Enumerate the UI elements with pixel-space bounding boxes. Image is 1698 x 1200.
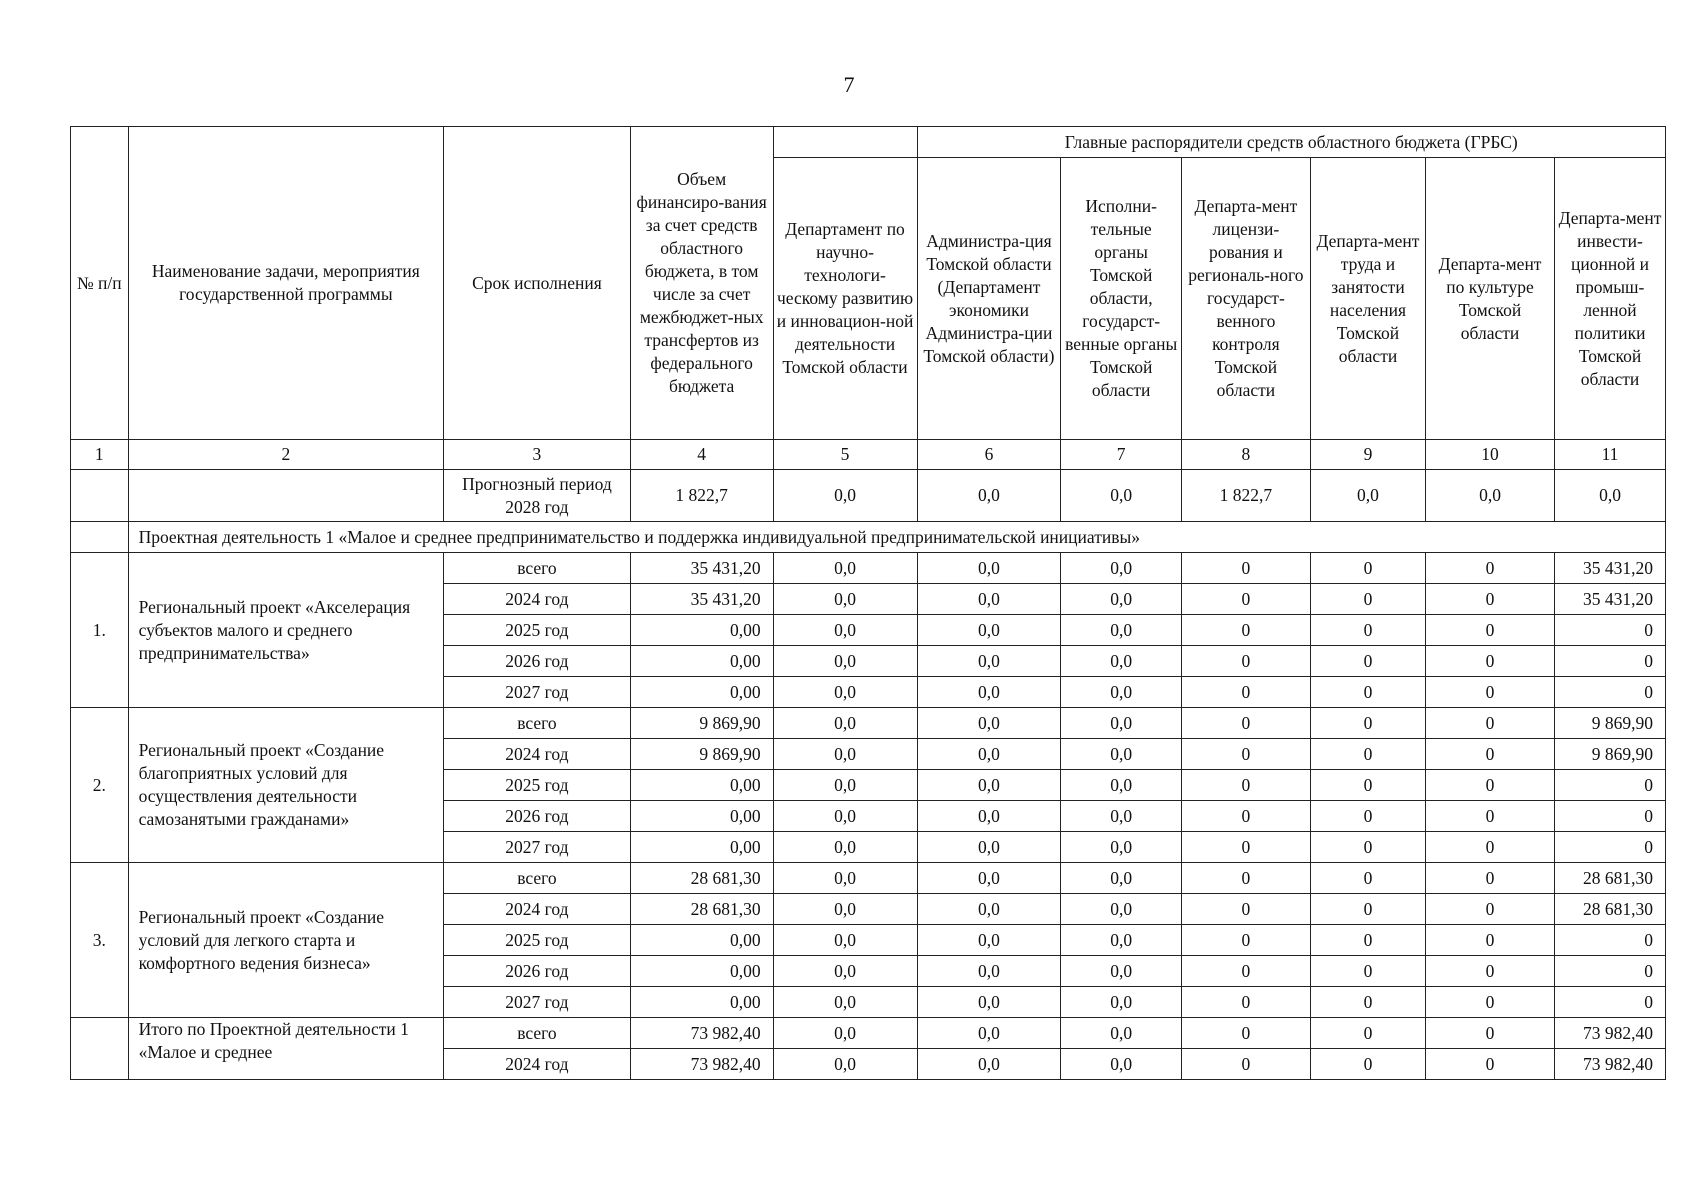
value-cell: 0,0 [917,770,1061,801]
value-cell: 0 [1181,646,1310,677]
value-cell: 0,0 [917,956,1061,987]
value-cell: 0 [1310,615,1425,646]
term-cell: всего [444,1018,631,1049]
value-cell: 0 [1181,739,1310,770]
column-number: 9 [1310,440,1425,470]
value-cell: 0 [1181,615,1310,646]
header-col-no: № п/п [71,127,129,440]
value-cell: 0 [1426,1049,1555,1080]
value-cell: 0,0 [773,615,917,646]
value-cell: 0,0 [917,1018,1061,1049]
column-number: 7 [1061,440,1181,470]
project-number: 2. [71,708,129,863]
forecast-value: 1 822,7 [1181,470,1310,522]
value-cell: 0 [1181,677,1310,708]
forecast-value: 0,0 [1061,470,1181,522]
value-cell: 0,0 [917,584,1061,615]
value-cell: 0 [1555,646,1666,677]
forecast-row [71,470,1666,522]
value-cell: 0,0 [917,801,1061,832]
value-cell: 0 [1181,553,1310,584]
value-cell: 35 431,20 [1555,553,1666,584]
section-no-cell [71,522,129,553]
value-cell: 0 [1181,584,1310,615]
value-cell: 0,0 [917,646,1061,677]
value-cell: 28 681,30 [630,894,773,925]
value-cell: 0,0 [773,1049,917,1080]
term-cell: 2025 год [444,925,631,956]
value-cell: 73 982,40 [630,1018,773,1049]
header-grbs-5: Департамент по научно-технологи-ческому развитию и инновацион-ной деятельности Томской области [773,158,917,440]
value-cell: 0 [1310,739,1425,770]
column-number: 1 [71,440,129,470]
value-cell: 0 [1181,832,1310,863]
table-row [71,708,1666,739]
term-cell: всего [444,708,631,739]
value-cell: 35 431,20 [1555,584,1666,615]
value-cell: 0,0 [773,646,917,677]
value-cell: 0,0 [1061,770,1181,801]
value-cell: 0,0 [917,987,1061,1018]
forecast-value: 0,0 [917,470,1061,522]
term-cell: 2025 год [444,615,631,646]
value-cell: 0 [1310,863,1425,894]
value-cell: 0,0 [1061,832,1181,863]
value-cell: 0 [1426,739,1555,770]
budget-table [70,126,1666,1080]
term-cell: 2024 год [444,894,631,925]
value-cell: 0,0 [1061,677,1181,708]
table-row [71,1018,1666,1049]
forecast-value: 0,0 [1426,470,1555,522]
value-cell: 0 [1426,956,1555,987]
value-cell: 0 [1555,677,1666,708]
value-cell: 0,0 [1061,987,1181,1018]
value-cell: 0,0 [773,553,917,584]
column-number: 11 [1555,440,1666,470]
forecast-term: Прогнозный период 2028 год [444,470,631,522]
value-cell: 0 [1310,646,1425,677]
term-cell: 2024 год [444,1049,631,1080]
value-cell: 0,0 [1061,1049,1181,1080]
column-number: 5 [773,440,917,470]
value-cell: 0,0 [773,801,917,832]
value-cell: 0,0 [773,584,917,615]
value-cell: 9 869,90 [630,739,773,770]
value-cell: 0 [1310,832,1425,863]
value-cell: 0,0 [1061,584,1181,615]
value-cell: 0,0 [773,863,917,894]
term-cell: 2024 год [444,584,631,615]
value-cell: 0 [1181,1018,1310,1049]
value-cell: 0 [1310,677,1425,708]
term-cell: 2024 год [444,739,631,770]
value-cell: 0 [1181,708,1310,739]
header-row-top [71,127,1666,158]
value-cell: 0,0 [773,708,917,739]
term-cell: 2026 год [444,956,631,987]
header-grbs-6: Администра-ция Томской области (Департамент экономики Администра-ции Томской области) [917,158,1061,440]
value-cell: 0 [1426,925,1555,956]
header-col-volume: Объем финансиро-вания за счет средств областного бюджета, в том числе за счет межбюджет-ных трансфертов из федерального бюджета [630,127,773,440]
header-blank-cell [773,127,917,158]
value-cell: 0 [1181,770,1310,801]
value-cell: 35 431,20 [630,553,773,584]
table-row [71,553,1666,584]
value-cell: 0,0 [917,1049,1061,1080]
header-grbs-8: Департа-мент лицензи-рования и региональ-ного государст-венного контроля Томской области [1181,158,1310,440]
value-cell: 9 869,90 [1555,708,1666,739]
value-cell: 0,00 [630,801,773,832]
value-cell: 0,0 [1061,863,1181,894]
value-cell: 0,00 [630,987,773,1018]
value-cell: 0 [1310,584,1425,615]
header-grbs-9: Департа-мент труда и занятости населения Томской области [1310,158,1425,440]
column-numbers-row [71,440,1666,470]
value-cell: 35 431,20 [630,584,773,615]
value-cell: 0,0 [773,987,917,1018]
column-number: 8 [1181,440,1310,470]
term-cell: 2025 год [444,770,631,801]
header-grbs-10: Департа-мент по культуре Томской области [1426,158,1555,440]
value-cell: 0 [1310,925,1425,956]
value-cell: 0 [1310,956,1425,987]
value-cell: 0,0 [1061,801,1181,832]
value-cell: 0 [1310,1049,1425,1080]
value-cell: 0 [1181,894,1310,925]
term-cell: 2026 год [444,646,631,677]
value-cell: 0,0 [1061,894,1181,925]
value-cell: 0 [1310,801,1425,832]
value-cell: 0,0 [917,925,1061,956]
value-cell: 0,00 [630,615,773,646]
value-cell: 73 982,40 [1555,1018,1666,1049]
project-number: 3. [71,863,129,1018]
project-name: Региональный проект «Создание благоприятных условий для осуществления деятельности самозанятыми гражданами» [128,708,444,863]
value-cell: 0,0 [1061,708,1181,739]
value-cell: 0,00 [630,832,773,863]
value-cell: 0,0 [773,677,917,708]
value-cell: 0,00 [630,925,773,956]
value-cell: 0 [1426,894,1555,925]
value-cell: 9 869,90 [1555,739,1666,770]
term-cell: 2026 год [444,801,631,832]
value-cell: 0,0 [1061,646,1181,677]
header-col-term: Срок исполнения [444,127,631,440]
value-cell: 0,0 [773,925,917,956]
value-cell: 0 [1181,1049,1310,1080]
value-cell: 28 681,30 [1555,894,1666,925]
value-cell: 0 [1426,863,1555,894]
value-cell: 0,0 [1061,553,1181,584]
column-number: 10 [1426,440,1555,470]
value-cell: 0,0 [773,894,917,925]
value-cell: 28 681,30 [630,863,773,894]
value-cell: 0 [1181,987,1310,1018]
page-number: 7 [843,72,855,97]
forecast-name-cell [128,470,444,522]
term-cell: 2027 год [444,677,631,708]
value-cell: 0,0 [1061,1018,1181,1049]
value-cell: 0,0 [917,894,1061,925]
value-cell: 0 [1426,770,1555,801]
term-cell: 2027 год [444,832,631,863]
value-cell: 0,0 [773,739,917,770]
value-cell: 0 [1181,925,1310,956]
value-cell: 0 [1555,615,1666,646]
value-cell: 0,00 [630,646,773,677]
value-cell: 28 681,30 [1555,863,1666,894]
value-cell: 0,0 [1061,925,1181,956]
section-title: Проектная деятельность 1 «Малое и среднее предпринимательство и поддержка индивидуальной предпринимательской инициативы» [128,522,1665,553]
project-number [71,1018,129,1080]
value-cell: 0,00 [630,770,773,801]
project-name: Региональный проект «Создание условий для легкого старта и комфортного ведения бизнеса» [128,863,444,1018]
value-cell: 0 [1426,708,1555,739]
value-cell: 0 [1555,956,1666,987]
value-cell: 0,0 [917,553,1061,584]
value-cell: 9 869,90 [630,708,773,739]
value-cell: 0 [1310,894,1425,925]
term-cell: 2027 год [444,987,631,1018]
value-cell: 0,0 [917,832,1061,863]
term-cell: всего [444,863,631,894]
value-cell: 0,0 [917,863,1061,894]
header-grbs-11: Департа-мент инвести-ционной и промыш-ленной политики Томской области [1555,158,1666,440]
value-cell: 0 [1310,987,1425,1018]
project-number: 1. [71,553,129,708]
value-cell: 0,0 [773,1018,917,1049]
value-cell: 0 [1555,925,1666,956]
value-cell: 0 [1426,1018,1555,1049]
project-name: Итого по Проектной деятельности 1 «Малое и среднее [128,1018,444,1080]
value-cell: 0,0 [917,615,1061,646]
value-cell: 0,0 [1061,956,1181,987]
value-cell: 0 [1426,677,1555,708]
value-cell: 0 [1555,770,1666,801]
forecast-value: 0,0 [1555,470,1666,522]
column-number: 3 [444,440,631,470]
value-cell: 0 [1310,708,1425,739]
section-title-row [71,522,1666,553]
value-cell: 0 [1426,801,1555,832]
value-cell: 0 [1310,553,1425,584]
value-cell: 73 982,40 [1555,1049,1666,1080]
value-cell: 0 [1310,1018,1425,1049]
value-cell: 0,0 [917,708,1061,739]
forecast-value: 1 822,7 [630,470,773,522]
value-cell: 73 982,40 [630,1049,773,1080]
value-cell: 0 [1555,987,1666,1018]
value-cell: 0,00 [630,677,773,708]
header-grbs-7: Исполни-тельные органы Томской области, государст-венные органы Томской области [1061,158,1181,440]
value-cell: 0 [1426,553,1555,584]
header-col-name: Наименование задачи, мероприятия государственной программы [128,127,444,440]
value-cell: 0 [1181,863,1310,894]
term-cell: всего [444,553,631,584]
value-cell: 0 [1181,801,1310,832]
value-cell: 0,0 [773,956,917,987]
table-row [71,863,1666,894]
forecast-value: 0,0 [1310,470,1425,522]
value-cell: 0 [1555,801,1666,832]
value-cell: 0 [1555,832,1666,863]
value-cell: 0 [1426,584,1555,615]
value-cell: 0 [1426,987,1555,1018]
column-number: 2 [128,440,444,470]
value-cell: 0 [1426,646,1555,677]
project-name: Региональный проект «Акселерация субъектов малого и среднего предпринимательства» [128,553,444,708]
value-cell: 0 [1426,615,1555,646]
value-cell: 0 [1181,956,1310,987]
value-cell: 0 [1310,770,1425,801]
value-cell: 0,00 [630,956,773,987]
value-cell: 0,0 [773,770,917,801]
value-cell: 0,0 [917,677,1061,708]
header-grbs-title: Главные распорядители средств областного бюджета (ГРБС) [917,127,1666,158]
value-cell: 0 [1426,832,1555,863]
value-cell: 0,0 [917,739,1061,770]
value-cell: 0,0 [1061,739,1181,770]
value-cell: 0,0 [1061,615,1181,646]
column-number: 4 [630,440,773,470]
value-cell: 0,0 [773,832,917,863]
forecast-value: 0,0 [773,470,917,522]
column-number: 6 [917,440,1061,470]
forecast-no-cell [71,470,129,522]
